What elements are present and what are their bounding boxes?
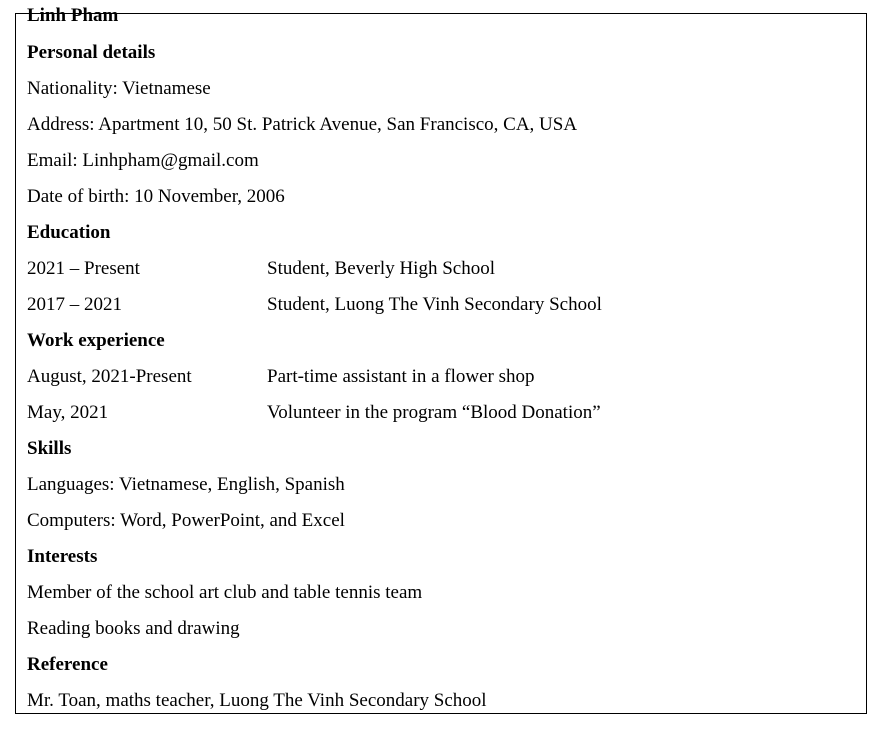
education-detail-2: Student, Luong The Vinh Secondary School xyxy=(267,294,602,315)
address-line: Address: Apartment 10, 50 St. Patrick Avenue, San Francisco, CA, USA xyxy=(27,114,578,135)
skills-heading: Skills xyxy=(27,438,72,459)
work-experience-heading: Work experience xyxy=(27,330,165,351)
work-period-1: August, 2021-Present xyxy=(27,366,192,387)
work-detail-1: Part-time assistant in a flower shop xyxy=(267,366,535,387)
dob-line: Date of birth: 10 November, 2006 xyxy=(27,186,285,207)
interests-heading: Interests xyxy=(27,546,98,567)
work-period-2: May, 2021 xyxy=(27,402,109,423)
languages-line: Languages: Vietnamese, English, Spanish xyxy=(27,474,345,495)
email-line: Email: Linhpham@gmail.com xyxy=(27,150,259,171)
cv-name: Linh Pham xyxy=(27,5,119,26)
education-period-2: 2017 – 2021 xyxy=(27,294,122,315)
nationality-line: Nationality: Vietnamese xyxy=(27,78,211,99)
reference-line: Mr. Toan, maths teacher, Luong The Vinh Secondary School xyxy=(27,690,487,711)
interest-item-1: Member of the school art club and table tennis team xyxy=(27,582,423,603)
computers-line: Computers: Word, PowerPoint, and Excel xyxy=(27,510,345,531)
reference-heading: Reference xyxy=(27,654,108,675)
education-heading: Education xyxy=(27,222,111,243)
education-period-1: 2021 – Present xyxy=(27,258,140,279)
education-detail-1: Student, Beverly High School xyxy=(267,258,495,279)
work-detail-2: Volunteer in the program “Blood Donation” xyxy=(267,402,601,423)
personal-details-heading: Personal details xyxy=(27,42,156,63)
interest-item-2: Reading books and drawing xyxy=(27,618,240,639)
